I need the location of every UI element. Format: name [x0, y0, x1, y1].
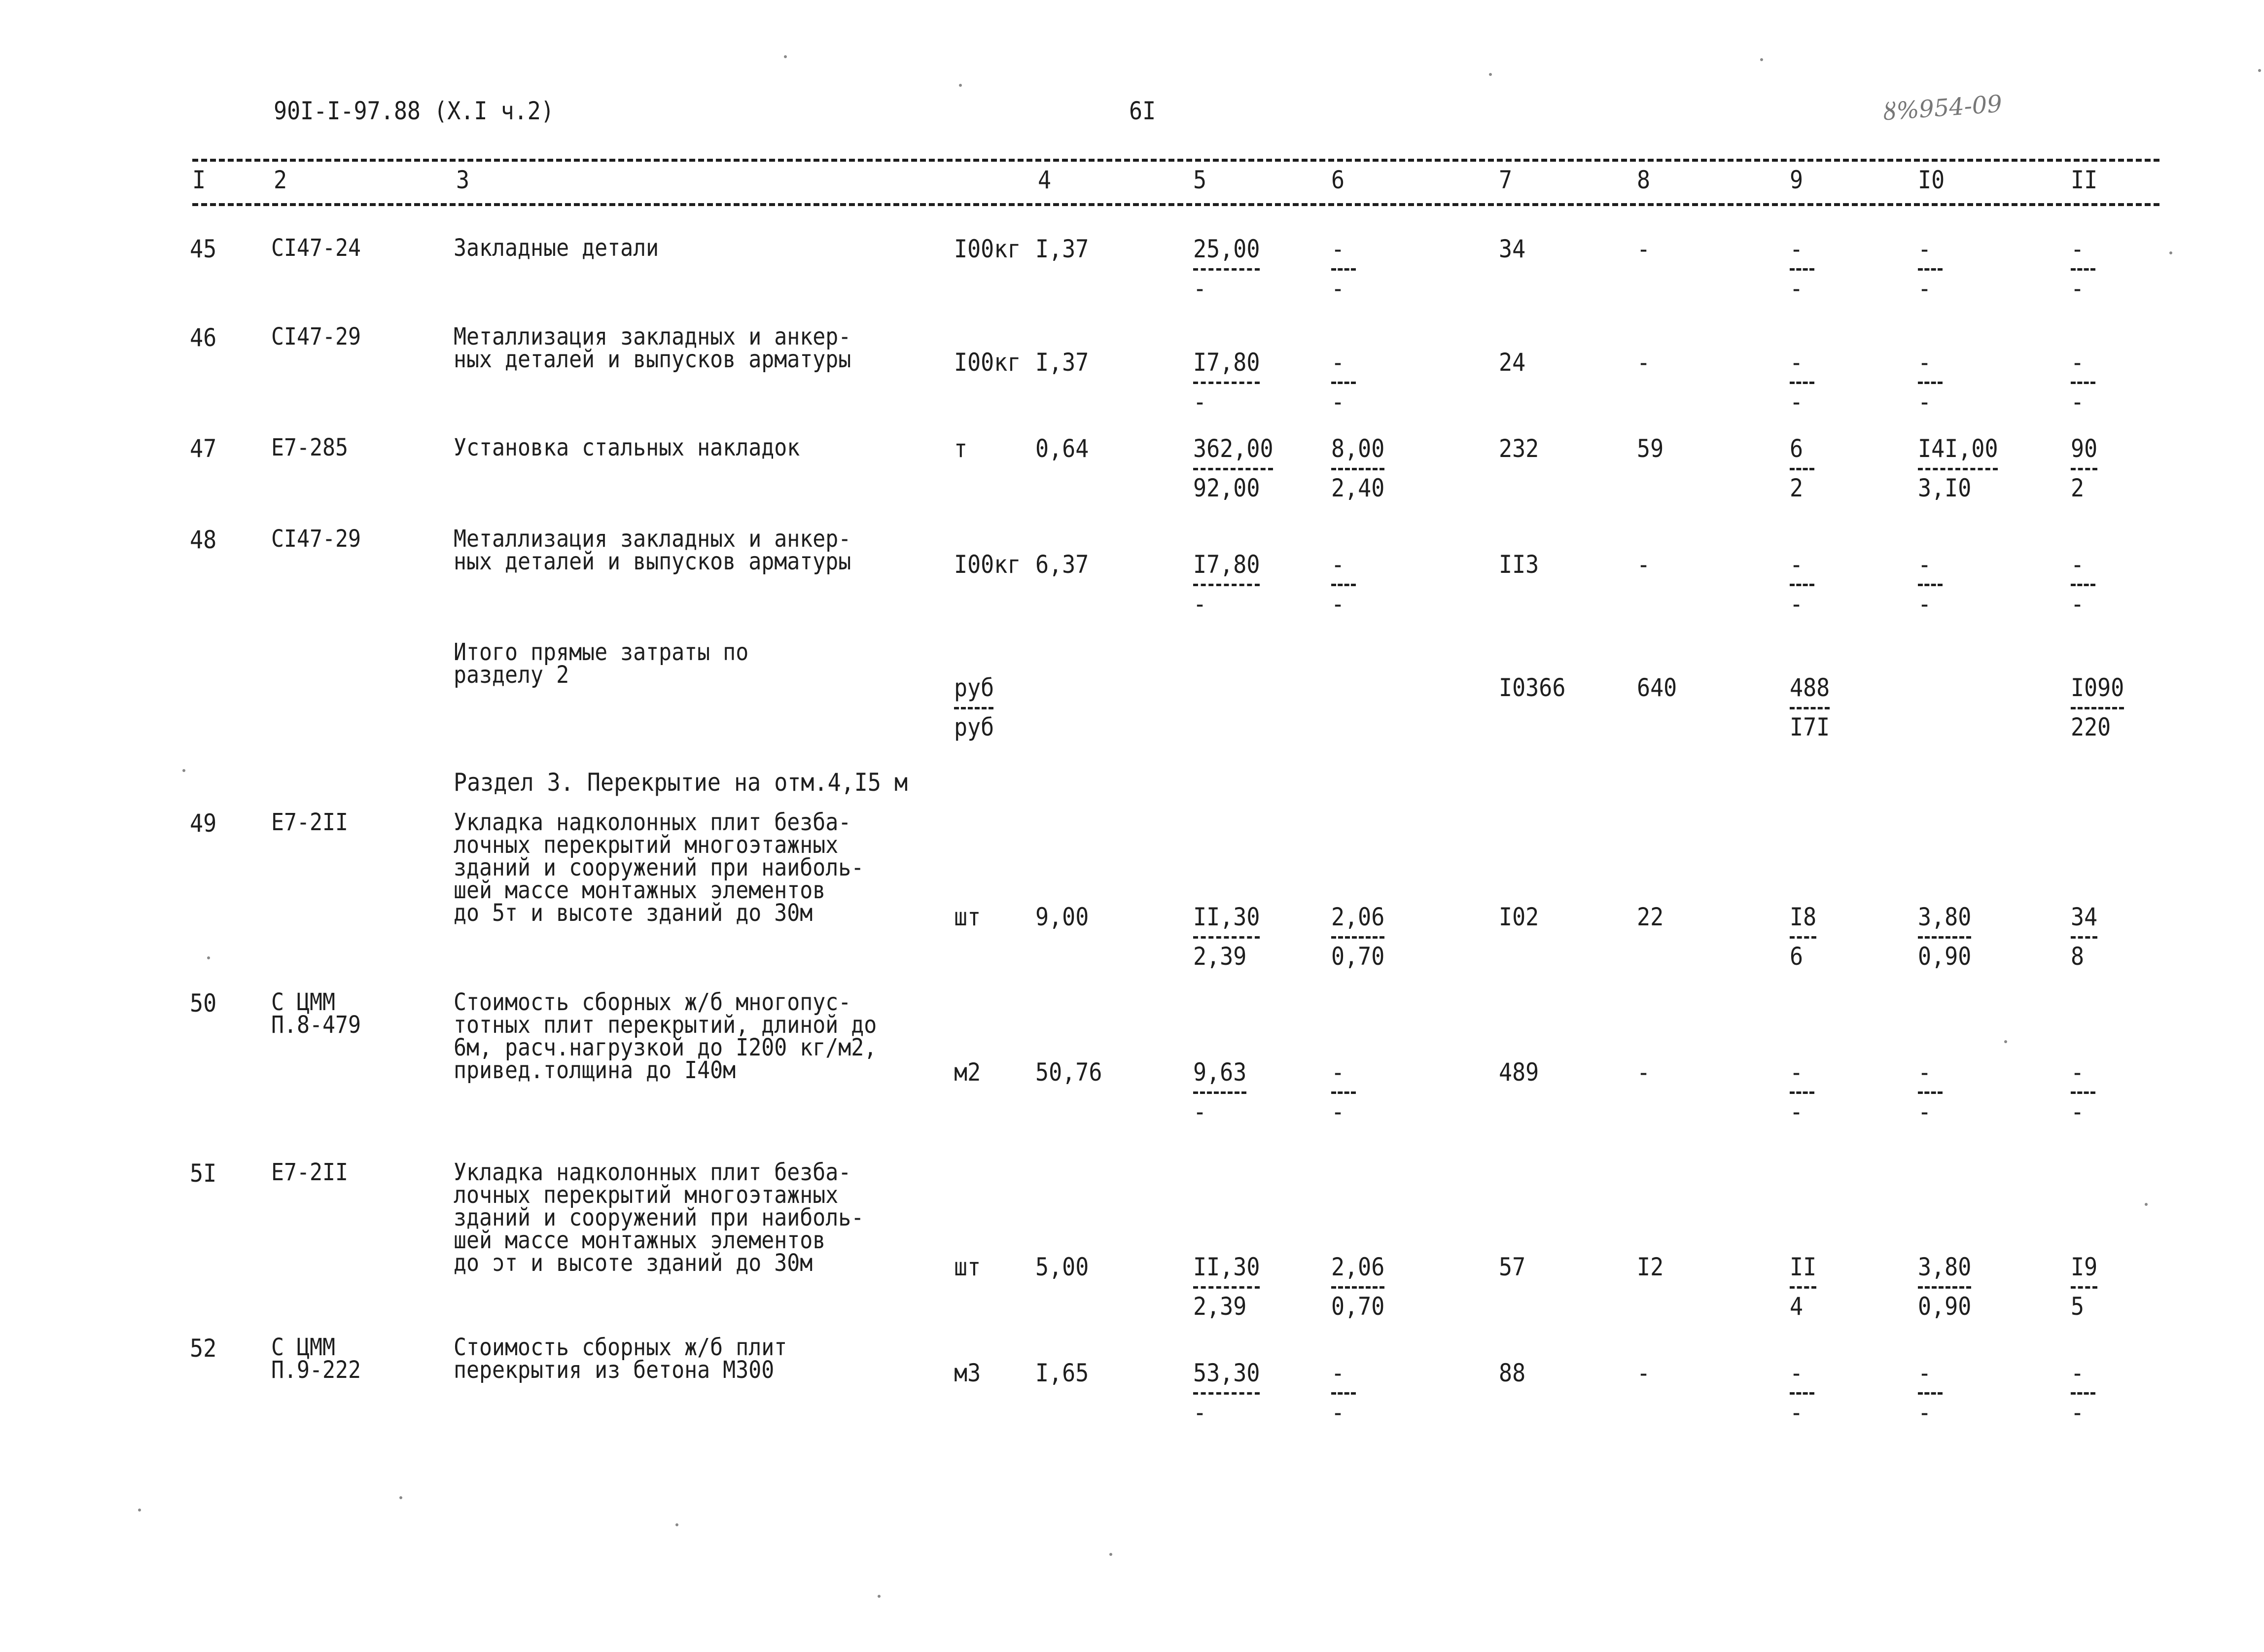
cell-c6-denominator: - [1331, 274, 1345, 303]
fraction-bar [2071, 268, 2095, 271]
unit: т [954, 434, 968, 463]
row-number: 49 [190, 809, 217, 838]
cell-c5-numerator: 53,30 [1193, 1359, 1260, 1387]
column-number-3: 3 [456, 166, 470, 194]
column-number-7: 7 [1499, 166, 1513, 194]
cell-c9-numerator: I8 [1790, 903, 1817, 931]
fraction-bar [1331, 268, 1356, 271]
scan-speck [878, 1595, 881, 1598]
cell-c9-numerator: 6 [1790, 434, 1804, 463]
cell-c9-denominator: 2 [1790, 474, 1804, 502]
row-number: 50 [190, 989, 217, 1018]
norm-code: CI47-24 [271, 234, 361, 262]
cell-c11-denominator: - [2071, 274, 2085, 303]
cell-c6-denominator: - [1331, 590, 1345, 618]
fraction-bar [1790, 468, 1814, 470]
cell-c10-denominator: - [1918, 1097, 1932, 1126]
cell-c8: - [1637, 235, 1651, 263]
fraction-bar [1918, 1091, 1943, 1094]
row-number: 5I [190, 1159, 217, 1188]
cell-c11-denominator: 5 [2071, 1292, 2085, 1321]
cell-c6-numerator: - [1331, 235, 1345, 263]
scan-speck [1109, 1553, 1112, 1556]
cell-c7-total: 232 [1499, 434, 1539, 463]
cell-c8: I2 [1637, 1253, 1664, 1281]
cell-c8: 59 [1637, 434, 1664, 463]
cell-c11-denominator: 8 [2071, 942, 2085, 971]
cell-c11-numerator: - [2071, 1058, 2085, 1087]
fraction-bar [2071, 468, 2097, 470]
cell-c10-denominator: 0,90 [1918, 942, 1972, 971]
cell-c5-denominator: - [1193, 274, 1207, 303]
cell-c10-denominator: - [1918, 590, 1932, 618]
cell-c10-denominator: - [1918, 274, 1932, 303]
cell-c5-denominator: 2,39 [1193, 942, 1247, 971]
cell-c10-denominator: - [1918, 387, 1932, 416]
fraction-bar [1331, 382, 1356, 384]
cell-c6-numerator: 8,00 [1331, 434, 1385, 463]
cell-c5-denominator: - [1193, 387, 1207, 416]
fraction-bar [2071, 1091, 2095, 1094]
handwritten-archive-note: ȣ%954-09 [1882, 90, 2003, 126]
cell-c5-numerator: I7,80 [1193, 550, 1260, 579]
row-number: 46 [190, 323, 217, 352]
cell-c5-numerator: II,30 [1193, 903, 1260, 931]
cell-c6-numerator: - [1331, 550, 1345, 579]
work-description: Итого прямые затраты по разделу 2 [454, 638, 749, 689]
work-description: Металлизация закладных и анкер- ных деталей и выпусков арматуры [454, 323, 851, 373]
fraction-bar [1918, 268, 1943, 271]
cell-c9-numerator: - [1790, 235, 1804, 263]
fraction-bar [1193, 1091, 1246, 1094]
norm-code: CI47-29 [271, 323, 361, 351]
norm-code: С ЦММ П.9-222 [271, 1334, 361, 1384]
norm-code: E7-285 [271, 434, 349, 461]
cell-c9-denominator: - [1790, 590, 1804, 618]
fraction-bar [1790, 584, 1814, 586]
scan-speck [207, 956, 210, 959]
cell-c8: 640 [1637, 673, 1677, 702]
fraction-bar [2071, 1392, 2095, 1395]
cell-c9-numerator: - [1790, 348, 1804, 377]
quantity: 50,76 [1035, 1058, 1102, 1087]
document-code: 90I-I-97.88 (X.I ч.2) [274, 97, 554, 125]
cell-c7-total: 24 [1499, 348, 1526, 377]
fraction-bar [1193, 268, 1260, 271]
column-number-11: II [2071, 166, 2098, 194]
cell-c5-denominator: 92,00 [1193, 474, 1260, 502]
fraction-bar [1918, 1286, 1971, 1289]
fraction-bar [1790, 268, 1814, 271]
cell-c6-numerator: - [1331, 1359, 1345, 1387]
norm-code: С ЦММ П.8-479 [271, 988, 361, 1039]
unit: I00кг [954, 235, 1021, 263]
scan-speck [1489, 73, 1492, 76]
cell-c7-total: 57 [1499, 1253, 1526, 1281]
quantity: I,65 [1035, 1359, 1089, 1387]
cell-c6-denominator: - [1331, 1398, 1345, 1427]
cell-c10-numerator: - [1918, 235, 1932, 263]
cell-c11-numerator: I090 [2071, 673, 2124, 702]
cell-c11-numerator: - [2071, 1359, 2085, 1387]
cell-c9-numerator: - [1790, 550, 1804, 579]
cell-c7-total: I0366 [1499, 673, 1566, 702]
cell-c9-denominator: - [1790, 274, 1804, 303]
fraction-bar [2071, 707, 2124, 709]
scan-speck [399, 1496, 402, 1499]
cell-c7-total: I02 [1499, 903, 1539, 931]
cell-c11-numerator: 90 [2071, 434, 2098, 463]
fraction-bar [1331, 584, 1356, 586]
fraction-bar [1193, 936, 1260, 939]
row-number: 47 [190, 434, 217, 463]
fraction-bar [1790, 1091, 1814, 1094]
quantity: 0,64 [1035, 434, 1089, 463]
fraction-bar [1918, 382, 1943, 384]
cell-c9-numerator: II [1790, 1253, 1817, 1281]
quantity: I,37 [1035, 235, 1089, 263]
fraction-bar [1331, 1286, 1384, 1289]
unit: I00кг [954, 550, 1021, 579]
norm-code: E7-2II [271, 1159, 349, 1186]
column-number-8: 8 [1637, 166, 1651, 194]
cell-c10-numerator: 3,80 [1918, 1253, 1972, 1281]
row-number: 48 [190, 526, 217, 554]
scan-speck [675, 1523, 678, 1526]
header-top-rule [192, 159, 2159, 162]
work-description: Укладка надколонных плит безба- лочных перекрытий многоэтажных зданий и сооружений при наиболь- шей массе монтажных элементов до ɔт и высоте зданий до 30м [454, 1159, 864, 1277]
fraction-bar [2071, 584, 2095, 586]
work-description: Установка стальных накладок [454, 434, 800, 461]
work-description: Закладные детали [454, 234, 659, 262]
norm-code: CI47-29 [271, 525, 361, 553]
work-description: Стоимость сборных ж/б многопус- тотных плит перекрытий, длиной до 6м, расч.нагрузкой до I200 кг/м2, привед.толщина до I40м [454, 988, 877, 1084]
cell-c9-numerator: - [1790, 1058, 1804, 1087]
cell-c11-numerator: - [2071, 348, 2085, 377]
work-description: Укладка надколонных плит безба- лочных перекрытий многоэтажных зданий и сооружений при наиболь- шей массе монтажных элементов до 5т и высоте зданий до 30м [454, 808, 864, 927]
cell-c10-numerator: - [1918, 1359, 1932, 1387]
norm-code: E7-2II [271, 808, 349, 836]
section-title: Раздел 3. Перекрытие на отм.4,I5 м [454, 768, 908, 797]
cell-c11-denominator: - [2071, 387, 2085, 416]
fraction-bar [1193, 1286, 1260, 1289]
cell-c9-denominator: - [1790, 1398, 1804, 1427]
page-number: 6I [1129, 97, 1156, 125]
cell-c5-numerator: I7,80 [1193, 348, 1260, 377]
cell-c10-numerator: I4I,00 [1918, 434, 1998, 463]
cell-c6-denominator: 0,70 [1331, 1292, 1385, 1321]
fraction-bar [1918, 468, 1998, 470]
fraction-bar [1790, 936, 1816, 939]
cell-c9-denominator: 4 [1790, 1292, 1804, 1321]
cell-c8: - [1637, 550, 1651, 579]
work-description: Металлизация закладных и анкер- ных деталей и выпусков арматуры [454, 525, 851, 575]
cell-c6-numerator: - [1331, 1058, 1345, 1087]
fraction-bar [954, 707, 993, 709]
cell-c6-denominator: 0,70 [1331, 942, 1385, 971]
fraction-bar [1331, 1392, 1356, 1395]
row-number: 45 [190, 235, 217, 263]
cell-c6-denominator: - [1331, 387, 1345, 416]
column-number-1: I [192, 166, 206, 194]
scan-speck [2004, 1040, 2007, 1043]
quantity: 9,00 [1035, 903, 1089, 931]
fraction-bar [1193, 1392, 1260, 1395]
unit: руб [954, 673, 994, 702]
fraction-bar [1790, 382, 1814, 384]
quantity: 6,37 [1035, 550, 1089, 579]
column-number-9: 9 [1790, 166, 1804, 194]
scan-speck [959, 84, 962, 87]
scan-speck [182, 769, 185, 772]
cell-c5-denominator: - [1193, 1398, 1207, 1427]
unit: шт [954, 1253, 981, 1281]
header-bottom-rule [192, 203, 2159, 206]
cell-c8: - [1637, 348, 1651, 377]
cell-c11-numerator: I9 [2071, 1253, 2098, 1281]
quantity: I,37 [1035, 348, 1089, 377]
quantity: 5,00 [1035, 1253, 1089, 1281]
cell-c8: - [1637, 1058, 1651, 1087]
column-number-5: 5 [1193, 166, 1207, 194]
cell-c10-numerator: 3,80 [1918, 903, 1972, 931]
fraction-bar [1331, 936, 1384, 939]
cell-c9-denominator: - [1790, 387, 1804, 416]
cell-c10-denominator: - [1918, 1398, 1932, 1427]
cell-c11-denominator: - [2071, 1097, 2085, 1126]
scan-speck [2258, 69, 2261, 72]
fraction-bar [2071, 382, 2095, 384]
cell-c6-denominator: 2,40 [1331, 474, 1385, 502]
cell-c10-numerator: - [1918, 550, 1932, 579]
column-number-2: 2 [274, 166, 287, 194]
column-number-10: I0 [1918, 166, 1945, 194]
cell-c11-denominator: - [2071, 1398, 2085, 1427]
unit-secondary: руб [954, 713, 994, 741]
cell-c5-numerator: 362,00 [1193, 434, 1274, 463]
fraction-bar [1331, 468, 1384, 470]
column-number-4: 4 [1038, 166, 1052, 194]
scan-speck [784, 55, 787, 58]
cell-c5-denominator: - [1193, 1097, 1207, 1126]
cell-c10-denominator: 0,90 [1918, 1292, 1972, 1321]
cell-c8: - [1637, 1359, 1651, 1387]
cell-c11-denominator: 2 [2071, 474, 2085, 502]
cell-c9-denominator: 6 [1790, 942, 1804, 971]
cell-c5-denominator: - [1193, 590, 1207, 618]
cell-c11-denominator: 220 [2071, 713, 2111, 741]
row-number: 52 [190, 1334, 217, 1363]
fraction-bar [1918, 584, 1943, 586]
cell-c7-total: 88 [1499, 1359, 1526, 1387]
cell-c7-total: 34 [1499, 235, 1526, 263]
cell-c9-numerator: - [1790, 1359, 1804, 1387]
scan-speck [2169, 251, 2172, 254]
cell-c5-numerator: 9,63 [1193, 1058, 1247, 1087]
cell-c5-denominator: 2,39 [1193, 1292, 1247, 1321]
unit: м2 [954, 1058, 981, 1087]
fraction-bar [2071, 1286, 2097, 1289]
cell-c7-total: II3 [1499, 550, 1539, 579]
fraction-bar [1918, 936, 1971, 939]
cell-c6-numerator: - [1331, 348, 1345, 377]
fraction-bar [1193, 382, 1260, 384]
fraction-bar [1193, 468, 1273, 470]
unit: шт [954, 903, 981, 931]
cell-c6-numerator: 2,06 [1331, 1253, 1385, 1281]
fraction-bar [1918, 1392, 1943, 1395]
fraction-bar [1193, 584, 1260, 586]
cell-c9-numerator: 488 [1790, 673, 1830, 702]
cell-c7-total: 489 [1499, 1058, 1539, 1087]
fraction-bar [1790, 1286, 1816, 1289]
cell-c10-numerator: - [1918, 1058, 1932, 1087]
fraction-bar [1790, 1392, 1814, 1395]
unit: м3 [954, 1359, 981, 1387]
work-description: Стоимость сборных ж/б плит перекрытия из бетона М300 [454, 1334, 787, 1384]
cell-c11-denominator: - [2071, 590, 2085, 618]
cell-c11-numerator: 34 [2071, 903, 2098, 931]
cell-c11-numerator: - [2071, 235, 2085, 263]
cell-c9-denominator: - [1790, 1097, 1804, 1126]
cell-c10-numerator: - [1918, 348, 1932, 377]
cell-c5-numerator: II,30 [1193, 1253, 1260, 1281]
cell-c6-denominator: - [1331, 1097, 1345, 1126]
cell-c11-numerator: - [2071, 550, 2085, 579]
fraction-bar [1331, 1091, 1356, 1094]
cell-c6-numerator: 2,06 [1331, 903, 1385, 931]
unit: I00кг [954, 348, 1021, 377]
cell-c5-numerator: 25,00 [1193, 235, 1260, 263]
fraction-bar [2071, 936, 2097, 939]
cell-c9-denominator: I7I [1790, 713, 1830, 741]
column-number-6: 6 [1331, 166, 1345, 194]
scan-speck [138, 1509, 141, 1511]
scan-speck [2145, 1203, 2148, 1206]
cell-c8: 22 [1637, 903, 1664, 931]
fraction-bar [1790, 707, 1830, 709]
cell-c10-denominator: 3,I0 [1918, 474, 1972, 502]
scan-speck [1760, 58, 1763, 61]
